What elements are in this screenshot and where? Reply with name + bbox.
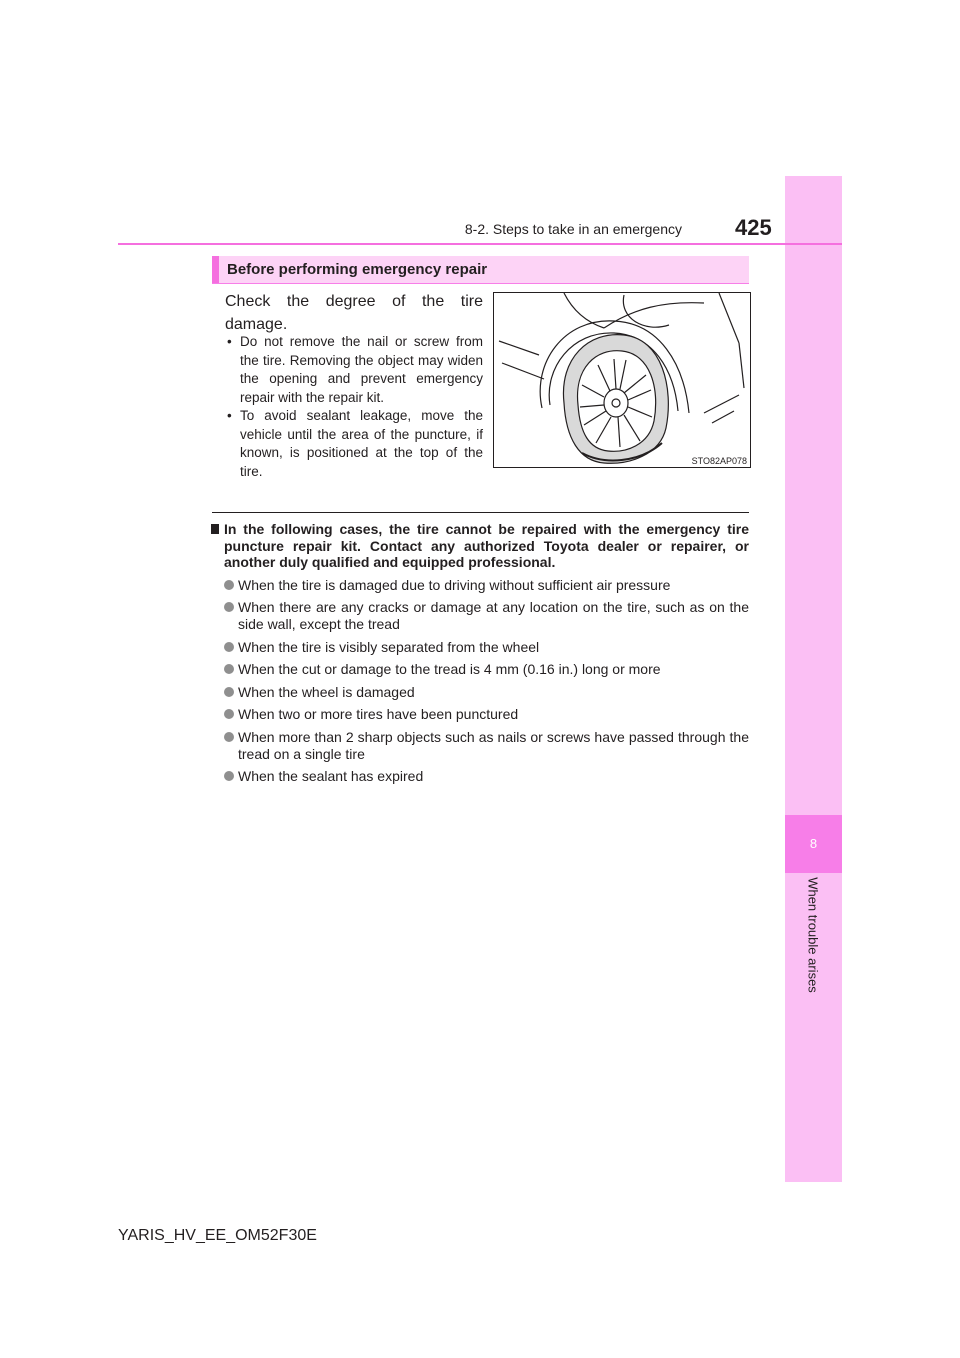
list-item: • To avoid sealant leakage, move the vehicle until the area of the puncture, if known, is positioned at the top of the tire. [227,408,483,479]
heading-accent-bar [212,256,219,283]
circle-bullet-icon [224,687,234,697]
list-item: When the cut or damage to the tread is 4 mm (0.16 in.) long or more [211,661,749,678]
section-divider [212,512,749,513]
chapter-title: When trouble arises [805,877,821,993]
circle-bullet-icon [224,709,234,719]
section-title: 8-2. Steps to take in an emergency [464,221,682,237]
check-instruction: Check the degree of the tire damage. [225,293,483,333]
header-divider [118,243,842,245]
page-number: 425 [735,215,772,240]
circle-bullet-icon [224,602,234,612]
list-item: • Do not remove the nail or screw from the tire. Removing the object may widen the opening and prevent emergency repair with the repair kit. [227,334,483,405]
list-item: When the sealant has expired [211,768,749,785]
figure-code: STO82AP078 [691,456,747,466]
section-heading [212,256,749,284]
circle-bullet-icon [224,732,234,742]
list-item: When the tire is damaged due to driving without sufficient air pressure [211,577,749,594]
list-item: When the wheel is damaged [211,684,749,701]
list-item: When more than 2 sharp objects such as nails or screws have passed through the tread on a single tire [211,729,749,762]
bullet-dot-icon: • [227,334,232,349]
chapter-number: 8 [785,815,842,873]
cases-intro: In the following cases, the tire cannot be repaired with the emergency tire puncture repair kit. Contact any authorized Toyota dealer or repairer, or another duly qualified and equipped professional. [211,521,749,571]
heading-text: Before performing emergency repair [227,261,488,278]
flat-tire-drawing-icon [494,293,750,467]
circle-bullet-icon [224,642,234,652]
bullet-dot-icon: • [227,408,232,423]
list-item: When there are any cracks or damage at any location on the tire, such as on the side wall, except the tread [211,599,749,632]
check-bullets [227,333,483,481]
circle-bullet-icon [224,664,234,674]
circle-bullet-icon [224,771,234,781]
list-item: When two or more tires have been punctured [211,706,749,723]
square-bullet-icon [211,524,219,534]
circle-bullet-icon [224,580,234,590]
cases-list [211,577,749,785]
repair-limitations [211,521,749,791]
document-code: YARIS_HV_EE_OM52F30E [118,1227,317,1244]
list-item: When the tire is visibly separated from the wheel [211,639,749,656]
tire-illustration [493,292,751,468]
chapter-side-tab [785,176,842,1182]
